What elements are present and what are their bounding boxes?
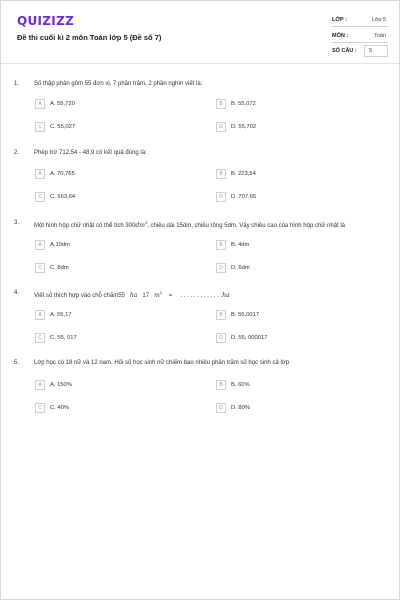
option-letter-box: C [35,333,45,343]
question-number: 1. [14,81,20,87]
meta-count-row [332,46,388,58]
option-letter-box: A [35,310,45,320]
meta-subject-row [332,31,388,43]
question-text: Viết số thích hợp vào chỗ chấm55 ha 17 $m^2$ = . . . . . . , . . . . . .ha [34,290,230,299]
option-text: A. 150% [50,382,72,388]
worksheet-title: Đề thi cuối kì 2 môn Toán lớp 5 (Đề số 7) [17,33,162,42]
option-letter-box: C [35,403,45,413]
option-letter-box: A [35,380,45,390]
option-text: C. 55, 017 [50,335,77,341]
option-letter-box: D [216,122,226,132]
question-text: Số thập phân gồm 55 đơn vị, 7 phần trăm, 2 phần nghìn viết là: [34,81,203,87]
option-text: B. 60% [231,382,250,388]
option-text: A. 70,765 [50,171,75,177]
option-letter-box: A [35,169,45,179]
option-letter-box: C [35,122,45,132]
meta-class-row [332,15,388,27]
option-letter-box: B [216,240,226,250]
option-letter-box: A [35,240,45,250]
option-text: B. 223,54 [231,171,256,177]
option-text: D. 55,702 [231,124,257,130]
option-letter-box: D [216,403,226,413]
question-number: 5. [14,360,20,366]
question-number: 3. [14,220,20,226]
question-number: 4. [14,290,20,296]
question-number: 2. [14,150,20,156]
option-text: A. 55,720 [50,101,75,107]
option-letter-box: C [35,263,45,273]
option-text: C. 8dm [50,265,69,271]
option-letter-box: C [35,192,45,202]
option-text: C. 55,027 [50,124,76,130]
option-letter-box: B [216,310,226,320]
option-text: B. 55,072 [231,101,256,107]
option-text: A.10dm [50,242,70,248]
meta-subject-value: Toán [374,33,386,39]
option-text: D. 707,65 [231,194,257,200]
option-letter-box: B [216,169,226,179]
option-letter-box: D [216,333,226,343]
option-text: A. 55,17 [50,312,72,318]
meta-count-box [364,45,388,57]
option-text: B. 4dm [231,242,250,248]
option-letter-box: B [216,380,226,390]
worksheet-header [1,1,399,64]
option-letter-box: D [216,263,226,273]
option-letter-box: A [35,99,45,109]
meta-count-label: SỐ CÂU : [332,48,357,54]
option-text: D. 6dm [231,265,250,271]
option-text: D. 55, 000017 [231,335,268,341]
meta-count-value: 5 [369,48,373,54]
option-text: D. 80% [231,405,251,411]
meta-subject-label: MÔN : [332,33,349,39]
option-text: B. 55,0017 [231,312,260,318]
question-text: Lớp học có 18 nữ và 12 nam. Hỏi số học sinh nữ chiếm bao nhiêu phần trăm số học sinh cả lớp [34,360,290,366]
quizizz-logo: QUIZIZZ [17,14,75,28]
option-letter-box: D [216,192,226,202]
question-text: Phép trừ 712,54 - 48,9 có kết quả đúng là: [34,150,147,156]
meta-class-label: LỚP : [332,17,347,23]
option-text: C. 663,64 [50,194,76,200]
option-text: C. 40% [50,405,70,411]
meta-class-value: Lớp 5 [371,17,386,23]
option-letter-box: B [216,99,226,109]
question-text: Một hình hộp chữ nhật có thể tích $300dm^3$, chiều dài 15dm, chiều rộng 5dm. Vậy chiều cao của hình hộp chữ nhật là [34,220,345,229]
